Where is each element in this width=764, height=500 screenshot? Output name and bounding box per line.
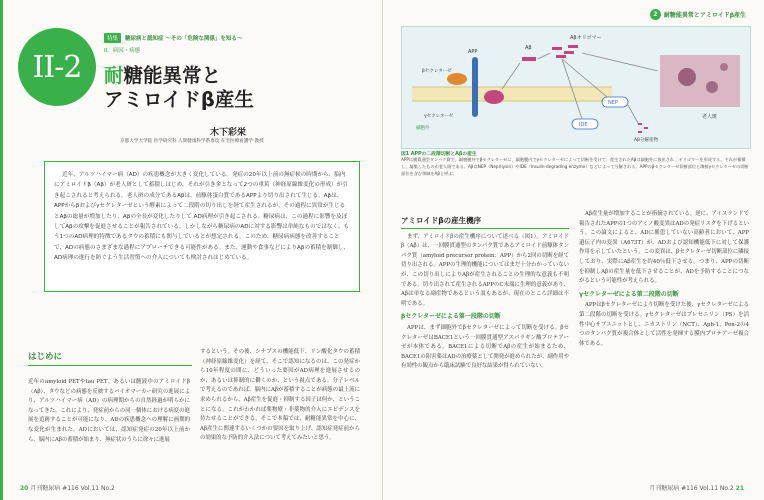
figure-caption: APPは膜貫通型タンパク質で、細胞膜外でβセクレターゼに、細胞膜内でγセクレターゼによって切断を受けて、産生されたAβは細胞外に放出され、オリゴマーを形成する。それが蓄積し、凝集したものが老人斑である。AβはNEP（Neprilysin）やIDE（Insulin-degrading enzyme）などによって分解される。APPのβセクレターゼ切断部位と隣接γセクレターゼの切断部位を含む領域をAβと呼ぶ。 <box>401 157 749 176</box>
plaque-micrograph <box>660 55 740 107</box>
label-beta-secretase: βセクレターゼ <box>422 69 452 74</box>
section1-heading: アミロイドβの産生機序 <box>401 216 569 229</box>
abeta-fragment <box>522 57 536 61</box>
accent-rule <box>0 0 3 500</box>
label-oligomer: Aβオリゴマー <box>570 35 602 41</box>
chapter-badge: II-2 <box>18 28 96 106</box>
right-page-number: 21 <box>735 485 744 492</box>
author-affiliation: 京都大学大学院 医学研究科 人間健康科学系専攻 在宅医療看護学 教授 <box>120 139 264 144</box>
abstract-box: 近年、アルツハイマー病（AD）の疾患概念が大きく変化している。発症の20年以上前の無症候の時期から、脳内にアミロイドβ（Aβ）が老人斑として蓄積しはじめ、それが引き金となって2つの重篤（神経原線維変化の形成）が引き起こされると考えられる。老人斑の成分であるAβは、前駆体蛋白質であるAPPより切り出されて生じる。Aβは、APPからβおよびγセクレターゼという酵素によって二段階の切り出しを経て産生されるが、その過程に異常が生じるとAβの総量が増加したり、Aβの全長が変化したりして AD病理が引き起こされる。糖尿病は、この過程に影響を及ぼしてAβの攻撃を促進させることが報告されている。しかしながら糖尿病のADに対する影響は単純なものではなく、もう1つのAD病理的特徴であるタウの蓄積にも関与しているとが想定される。このため、糖尿病病態を改善することで、ADの病態のさまざまな過程にアプローチできる可能性がある。また、運動や食事などによりAβの蓄積を制御し、AD病理の進行を防ぐよう生活習慣への介入についても検討されはじめている。 <box>44 161 360 292</box>
intro-heading: はじめに <box>28 352 63 362</box>
cell-membrane <box>412 87 612 101</box>
oligomer-cluster <box>552 45 578 58</box>
subsection1-text: APPは、まず細胞外でβセクレターゼによって切断を受ける。βセクレターゼはBACE1という一回膜貫通型アスパラギン酸プロテアーゼが本体である。BACE1による切断でAβの産生が始まるため、BACE1の阻害薬はADの治療薬として開発が進められたが、副作用や有効性の観点から臨床試験で良好な結果が得られていない。 <box>401 324 569 370</box>
right-volume: Vol.11 No.2 <box>699 485 734 492</box>
category-title: 糖尿病と認知症 ～その「危険な関係」を知る～ <box>125 36 243 42</box>
section1-text: まず、アミロイドβの産生機序について述べる（図1）。アミロイドβ（Aβ）は、一回膜貫通型のタンパク質であるアミロイド前駆体タンパク質（amyloid precursor protein：APP）から2回の切断を経て切り出される。APPの生理的機能についてはまだ十分わかっていないが、この切り出しによりAβが産生されることの生理的な意義も不明である。切り出されて産生されるAPPのC末端に生理的意義があり、Aβは単なる副産物であるという説もあるが、現在のところ詳細は不明である。 <box>401 233 569 307</box>
app-protein <box>472 57 478 117</box>
running-header <box>650 9 746 20</box>
right-column-1 <box>401 210 569 372</box>
left-footer <box>20 483 115 492</box>
label-extracellular: 細胞外 <box>416 126 430 131</box>
right-footer <box>649 483 744 492</box>
subsection1-heading: βセクレターゼによる第一段階の切断 <box>401 313 501 321</box>
article-title <box>104 64 374 112</box>
beta-secretase-shape <box>447 73 467 85</box>
label-ide: IDE <box>579 122 588 128</box>
figure-1 <box>401 26 751 149</box>
figure-caption-heading: 図1 APPの二段階切断とAβの産生 <box>401 152 477 157</box>
label-abeta: Aβ <box>525 45 532 51</box>
intro-column-1: 近年のamyloid PETやtau PET、あるいは髄液中のアミロイドβ（Aβ）、タウなどの病態を反映するバイオマーカー研究の進展により、アルツハイマー病（AD）の病理期からの自然経過が明らかになってきた。これにより、発症前からの同一個体における病変の進展を追跡することが可能になり、ADの疾患概念への理解に画期的な変化が生まれた。ADにおいては、認知症発症の20年以上前から、脳内にAβの蓄積が始まり、無症状のうちに徐々に進展 <box>28 379 190 443</box>
category-tag: 特集 <box>104 33 121 43</box>
degraded-fragments <box>638 123 648 133</box>
column2-text: Aβ産生量が増加することが指摘されている。逆に、アイスランドで報告されたAPPの1つのアミノ酸変異はADの発症リスクを下げるという。この論文によると、ADに罹患していない高齢者において、APP遺伝子内の変異（A673T）が、ADおよび認知機能低下に対して保護作用を示していたという。この変異は、βセクレターゼ切断部位に隣接しており、実際にAβ産生を約40％低下させる。つまり、APPの切断を抑制しAβの産生量を低下させることが、ADを予防することにつながるという可能性が考えられる。 <box>579 211 749 285</box>
author-name: 木下彩栄 <box>210 128 247 138</box>
running-badge: 2 <box>650 9 661 20</box>
title-line1: 糖能異常と <box>123 64 222 87</box>
figure-diagram <box>402 27 752 150</box>
gamma-secretase-shape <box>484 90 504 104</box>
right-column-2 <box>579 210 749 349</box>
subsection2-heading: γセクレターゼによる第二段階の切断 <box>579 290 679 298</box>
category-row <box>104 33 242 43</box>
section-line: II．病因・病態 <box>104 48 141 54</box>
right-journal: 月刊糖尿病 #116 <box>649 485 698 492</box>
title-accent: 耐 <box>104 64 124 87</box>
running-title: 耐糖能異常とアミロイドβ産生 <box>663 12 746 19</box>
label-plaque: 老人斑 <box>702 114 718 120</box>
left-journal: 月刊糖尿病 #116 <box>30 485 79 492</box>
label-gamma-secretase: γセクレターゼ <box>424 114 454 119</box>
subsection2-text: APPはβセクレターゼにより切断を受けた後、γセクレターゼによる第二段階の切断を受ける。γセクレターゼはプレセニリン（PS）を活性中心サブユニットとし、ニカストリン（NCT）、Aph-1、Pen-2の4つのタンパク質が複合体として活性を発揮する膜内プロテアーゼ複合体である。 <box>579 302 749 347</box>
label-nep: NEP <box>608 100 618 106</box>
left-volume: Vol.11 No.2 <box>80 485 115 492</box>
right-page <box>382 0 764 500</box>
left-page-number: 20 <box>20 485 29 492</box>
intro-rule <box>28 365 192 366</box>
label-app: APP <box>468 49 478 55</box>
intro-column-2: するという。その後、シナプスの機能低下、リン酸化タウの蓄積（神経原線維変化）を経て、そこで認知になるのは、この発症から10年程度の間に、どういった要因がAD病理を進展させるのか、あるいは抑制的に働くのか、という視点である。分子レベルで考えるのであれば、脳内にAβが蓄積することが病態の最上流に求められるから、Aβ産生を促進・抑制する因子は何か、ということになる。これがわかれば薬物療・非薬物的介入にエビデンスを持たせることができる。そこで本稿では、耐糖能異常を中心に、Aβ産生に関連するいくつかの要因を取り上げ、認知症発症前からの効果的な予防的介入法について考えてみたいと思う。 <box>200 349 360 442</box>
title-line2: アミロイドβ産生 <box>104 88 254 111</box>
label-degraded: Aβ分解産物 <box>634 138 658 143</box>
